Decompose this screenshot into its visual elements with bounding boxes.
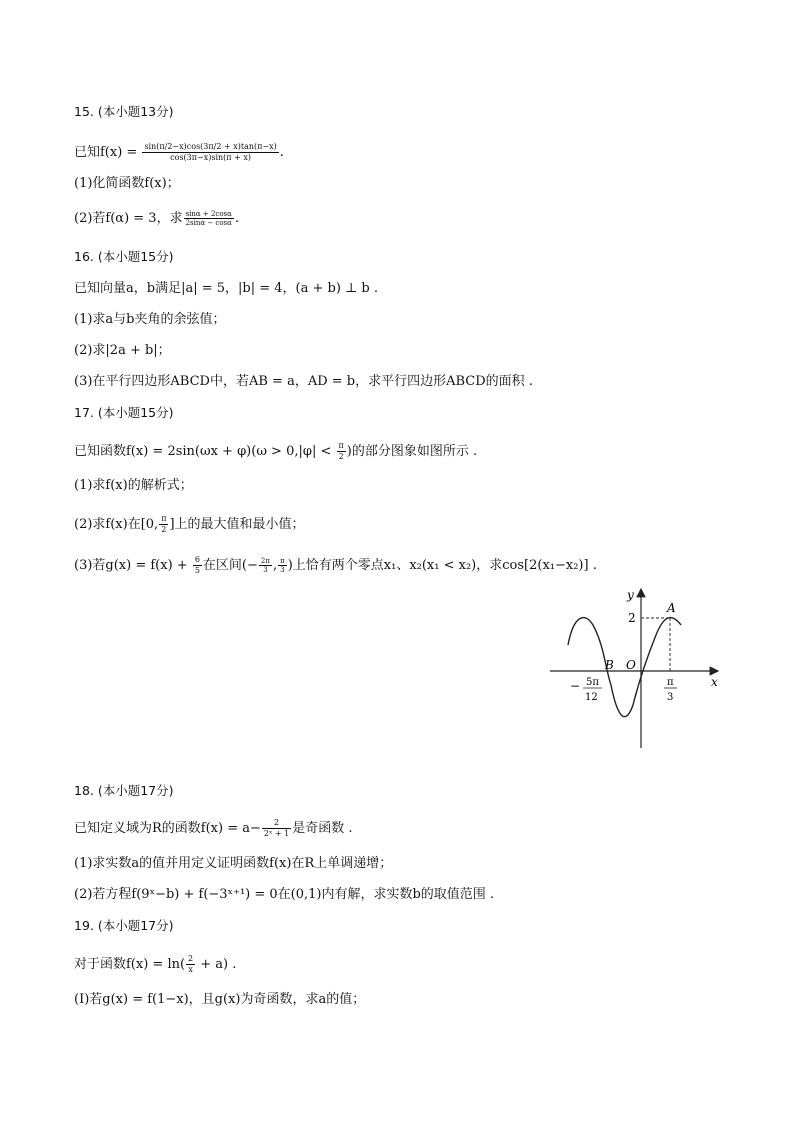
label-5pi-den: 12 — [585, 692, 598, 703]
q19-part1: (Ⅰ)若g(x) = f(1−x)，且g(x)为奇函数，求a的值； — [74, 992, 366, 1007]
label-pi-den: 3 — [667, 692, 674, 703]
q18-given-prefix: 已知定义域为R的函数f(x) = a− — [74, 821, 261, 836]
q17-part2-half-pi — [159, 514, 168, 535]
q18-frac-den: 2ˣ + 1 — [263, 829, 290, 838]
q17-given-prefix: 已知函数f(x) = 2sin(ωx + φ)(ω > 0,|φ| < — [74, 444, 336, 459]
q15-given-prefix: 已知f(x) = — [74, 145, 142, 160]
q19-fraction — [186, 954, 195, 975]
q17-heading: 17. (本小题15分) — [74, 405, 174, 420]
q17-part2-half-pi-den: 2 — [159, 524, 168, 535]
q16-part2: (2)求|2a + b|； — [74, 343, 171, 358]
q17-part3: (3)若g(x) = f(x) + $\frac{6}{5}$ 在区间(− $\frac{2\pi}{3}$ , $\frac{\pi}{3}$ )上恰有两个零点x₁、x₂(x₁ < x₂)，求cos[2(x₁−x₂)] . — [74, 555, 597, 575]
q17-part2-suffix: ]上的最大值和最小值； — [169, 517, 305, 532]
q17-pi-thirds — [278, 557, 287, 574]
q18-part1: (1)求实数a的值并用定义证明函数f(x)在R上单调递增； — [74, 856, 393, 871]
q17-half-pi-num: π — [338, 441, 344, 450]
q15-frac-num: sin(π/2−x)cos(3π/2 + x)tan(π−x) — [144, 142, 277, 151]
q16-heading: 16. (本小题15分) — [74, 249, 174, 264]
label-2: 2 — [628, 611, 636, 625]
q17-six-fifths-num: 6 — [194, 555, 200, 564]
q16-part3: (3)在平行四边形ABCD中，若AB = a，AD = b，求平行四边形ABCD的面积 . — [74, 374, 533, 389]
q15-part2 — [74, 210, 239, 228]
q18-part2: (2)若方程f(9ˣ−b) + f(−3ˣ⁺¹) = 0在(0,1)内有解，求实数b的取值范围 . — [74, 887, 495, 902]
q17-two-pi-thirds-num: 2π — [260, 557, 270, 565]
q15-given — [74, 142, 284, 163]
label-O: O — [626, 658, 636, 672]
q17-half-pi-den: 2 — [337, 451, 346, 462]
q19-given-prefix: 对于函数f(x) = ln( — [74, 957, 186, 972]
q17-part3-b: 在区间(− — [202, 558, 258, 573]
q17-two-pi-thirds-den: 3 — [259, 565, 272, 574]
q19-given-suffix: + a) . — [196, 957, 237, 972]
q17-function-graph — [546, 585, 726, 750]
q15-part1: (1)化简函数f(x)； — [74, 176, 180, 191]
q17-two-pi-thirds — [259, 557, 272, 574]
label-y: y — [627, 588, 634, 602]
q19-heading: 19. (本小题17分) — [74, 918, 174, 933]
label-A: A — [667, 601, 676, 615]
q17-pi-thirds-den: 3 — [278, 565, 287, 574]
q17-part2-prefix: (2)求f(x)在[0, — [74, 517, 159, 532]
q18-fraction — [262, 818, 291, 839]
q17-six-fifths-den: 5 — [194, 566, 200, 575]
label-minus: − — [570, 679, 581, 693]
label-5pi-num: 5π — [586, 677, 599, 688]
q18-frac-num: 2 — [274, 818, 280, 827]
q15-part2-prefix: (2)若f(α) = 3，求 — [74, 211, 183, 226]
q18-given-suffix: 是奇函数 . — [292, 821, 353, 836]
q17-given — [74, 441, 477, 462]
q16-given: 已知向量a，b满足|a| = 5，|b| = 4，(a + b) ⊥ b . — [74, 281, 378, 296]
label-pi-num: π — [667, 677, 674, 688]
q19-given — [74, 954, 236, 975]
label-x: x — [711, 675, 718, 689]
q17-half-pi — [337, 441, 346, 462]
q15-given-suffix: . — [279, 145, 284, 160]
q18-heading: 18. (本小题17分) — [74, 783, 174, 798]
q17-part2-half-pi-num: π — [161, 514, 167, 523]
q17-part3-c: )上恰有两个零点x₁、x₂(x₁ < x₂)，求cos[2(x₁−x₂)] . — [287, 558, 597, 573]
q17-part1: (1)求f(x)的解析式； — [74, 478, 193, 493]
q15-fraction — [142, 142, 278, 163]
q15-heading: 15. (本小题13分) — [74, 104, 174, 119]
q15-part2-suffix: . — [234, 211, 240, 226]
q15-part2-fraction — [184, 210, 234, 227]
q17-six-fifths — [193, 555, 202, 576]
q18-given — [74, 818, 353, 839]
q15-part2-den: 2sinα − cosα — [185, 219, 232, 227]
q16-part1: (1)求a与b夹角的余弦值； — [74, 312, 226, 327]
label-B: B — [605, 658, 614, 672]
q17-pi-thirds-num: π — [280, 557, 285, 565]
q17-part3-a: (3)若g(x) = f(x) + — [74, 558, 192, 573]
q19-frac-num: 2 — [188, 954, 194, 963]
q15-frac-den: cos(3π−x)sin(π + x) — [142, 152, 278, 163]
q19-frac-den: x — [186, 964, 195, 975]
q17-part2 — [74, 514, 305, 535]
q17-given-suffix: )的部分图象如图所示 . — [346, 444, 478, 459]
q15-part2-num: sinα + 2cosα — [185, 210, 232, 218]
